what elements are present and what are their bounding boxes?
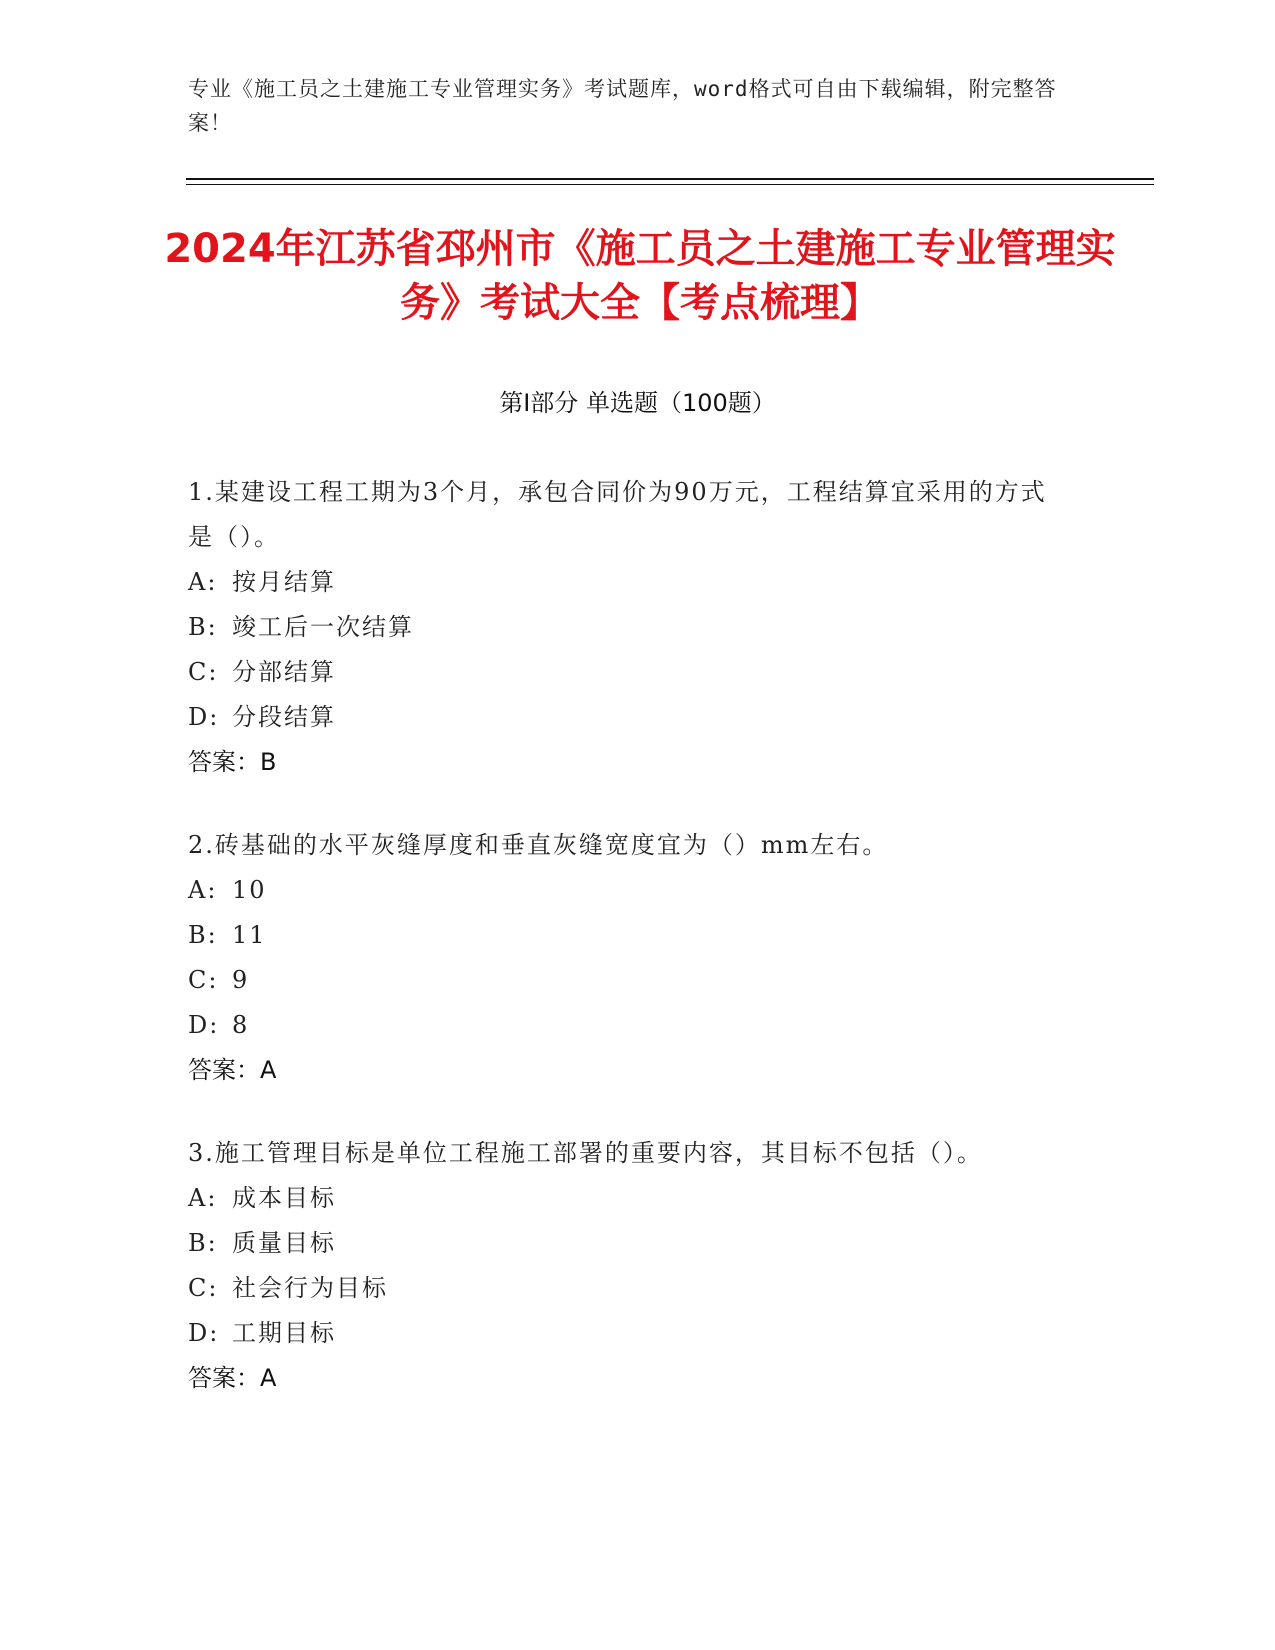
option-c xyxy=(188,650,1088,695)
option-a xyxy=(188,868,1088,913)
option-key: B: xyxy=(188,1229,218,1257)
option-key: C: xyxy=(188,1274,219,1302)
option-text: 11 xyxy=(232,921,267,949)
option-text: 竣工后一次结算 xyxy=(232,613,414,641)
option-text: 8 xyxy=(232,1011,250,1039)
question-list xyxy=(188,470,1088,1439)
option-key: B: xyxy=(188,613,218,641)
option-text: 质量目标 xyxy=(232,1229,336,1257)
document-title: 2024年江苏省邳州市《施工员之土建施工专业管理实务》考试大全【考点梳理】 xyxy=(164,226,1116,326)
header-divider-thin xyxy=(186,184,1154,185)
question-3 xyxy=(188,1131,1088,1401)
option-text: 9 xyxy=(232,966,250,994)
question-stem: 3.施工管理目标是单位工程施工部署的重要内容，其目标不包括（）。 xyxy=(188,1139,983,1167)
section-heading: 第I部分 单选题（100题） xyxy=(499,389,776,417)
answer-line: 答案：B xyxy=(188,748,277,776)
answer-line: 答案：A xyxy=(188,1056,277,1084)
option-text: 工期目标 xyxy=(232,1319,336,1347)
option-key: C: xyxy=(188,966,219,994)
option-key: D: xyxy=(188,1319,220,1347)
option-key: C: xyxy=(188,658,219,686)
option-c xyxy=(188,1266,1088,1311)
option-a xyxy=(188,560,1088,605)
option-text: 成本目标 xyxy=(232,1184,336,1212)
option-c xyxy=(188,958,1088,1003)
option-key: A: xyxy=(188,876,218,904)
answer-line: 答案：A xyxy=(188,1364,277,1392)
header-divider-thick xyxy=(186,178,1154,180)
option-key: B: xyxy=(188,921,218,949)
option-b xyxy=(188,605,1088,650)
option-key: A: xyxy=(188,568,218,596)
option-d xyxy=(188,1311,1088,1356)
question-stem: 1.某建设工程工期为3个月，承包合同价为90万元，工程结算宜采用的方式是（）。 xyxy=(188,478,1047,551)
question-2 xyxy=(188,823,1088,1093)
option-text: 社会行为目标 xyxy=(232,1274,388,1302)
option-text: 10 xyxy=(232,876,267,904)
option-key: D: xyxy=(188,703,220,731)
option-text: 按月结算 xyxy=(232,568,336,596)
option-text: 分段结算 xyxy=(232,703,336,731)
option-b xyxy=(188,1221,1088,1266)
option-d xyxy=(188,1003,1088,1048)
header-note: 专业《施工员之土建施工专业管理实务》考试题库，word格式可自由下载编辑，附完整答案！ xyxy=(188,77,1057,135)
question-1 xyxy=(188,470,1088,785)
option-text: 分部结算 xyxy=(232,658,336,686)
option-a xyxy=(188,1176,1088,1221)
option-key: A: xyxy=(188,1184,218,1212)
option-d xyxy=(188,695,1088,740)
question-stem: 2.砖基础的水平灰缝厚度和垂直灰缝宽度宜为（）mm左右。 xyxy=(188,831,889,859)
option-b xyxy=(188,913,1088,958)
option-key: D: xyxy=(188,1011,220,1039)
